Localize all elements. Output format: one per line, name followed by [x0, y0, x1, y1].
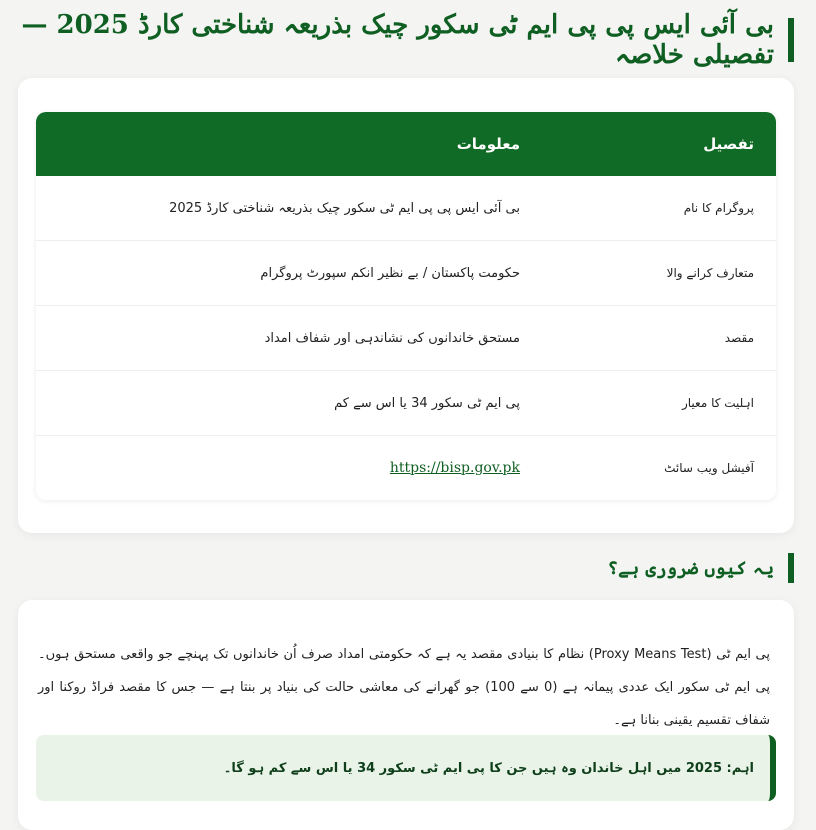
summary-table	[36, 112, 776, 500]
row-value-link-cell	[36, 436, 542, 500]
page-title: بی آئی ایس پی پی ایم ٹی سکور چیک بذریعہ شناختی کارڈ 2025 — تفصیلی خلاصہ	[21, 10, 774, 70]
row-label: اہلیت کا معیار	[542, 371, 776, 436]
table-header-row	[36, 112, 776, 176]
header-info: معلومات	[456, 135, 520, 153]
row-value: مستحق خاندانوں کی نشاندہی اور شفاف امداد	[36, 306, 542, 371]
explanation-paragraph: پی ایم ٹی (Proxy Means Test) نظام کا بنیادی مقصد یہ ہے کہ حکومتی امداد صرف اُن خاندانوں تک پہنچے جو واقعی مستحق ہوں۔ پی ایم ٹی سکور ایک عددی پیمانہ ہے (0 سے 100) جو گھرانے کی معاشی حالت کی بنیاد پر بنتا ہے — جس کا مقصد فراڈ روکنا اور شفاف تقسیم یقینی بنانا ہے۔	[38, 647, 771, 728]
page-title-bar	[20, 10, 794, 70]
table-row	[36, 436, 776, 500]
header-detail: تفصیل	[703, 135, 754, 153]
row-label: پروگرام کا نام	[542, 176, 776, 241]
important-note: اہم: 2025 میں اہل خاندان وہ ہیں جن کا پی ایم ٹی سکور 34 یا اس سے کم ہو گا۔	[36, 735, 776, 801]
table-row	[36, 176, 776, 241]
summary-card	[18, 78, 794, 533]
table-row	[36, 371, 776, 436]
explanation-card	[18, 600, 794, 830]
row-value: حکومت پاکستان / بے نظیر انکم سپورٹ پروگرام	[36, 241, 542, 306]
row-value: پی ایم ٹی سکور 34 یا اس سے کم	[36, 371, 542, 436]
section-title: یہ کیوں ضروری ہے؟	[607, 557, 774, 579]
table-row	[36, 241, 776, 306]
row-value: بی آئی ایس پی پی ایم ٹی سکور چیک بذریعہ شناختی کارڈ 2025	[36, 176, 542, 241]
table-row	[36, 306, 776, 371]
official-website-link[interactable]: https://bisp.gov.pk	[389, 460, 520, 476]
row-label: متعارف کرانے والا	[542, 241, 776, 306]
row-label: آفیشل ویب سائٹ	[664, 461, 754, 475]
section-title-bar	[20, 553, 794, 583]
row-label: مقصد	[542, 306, 776, 371]
